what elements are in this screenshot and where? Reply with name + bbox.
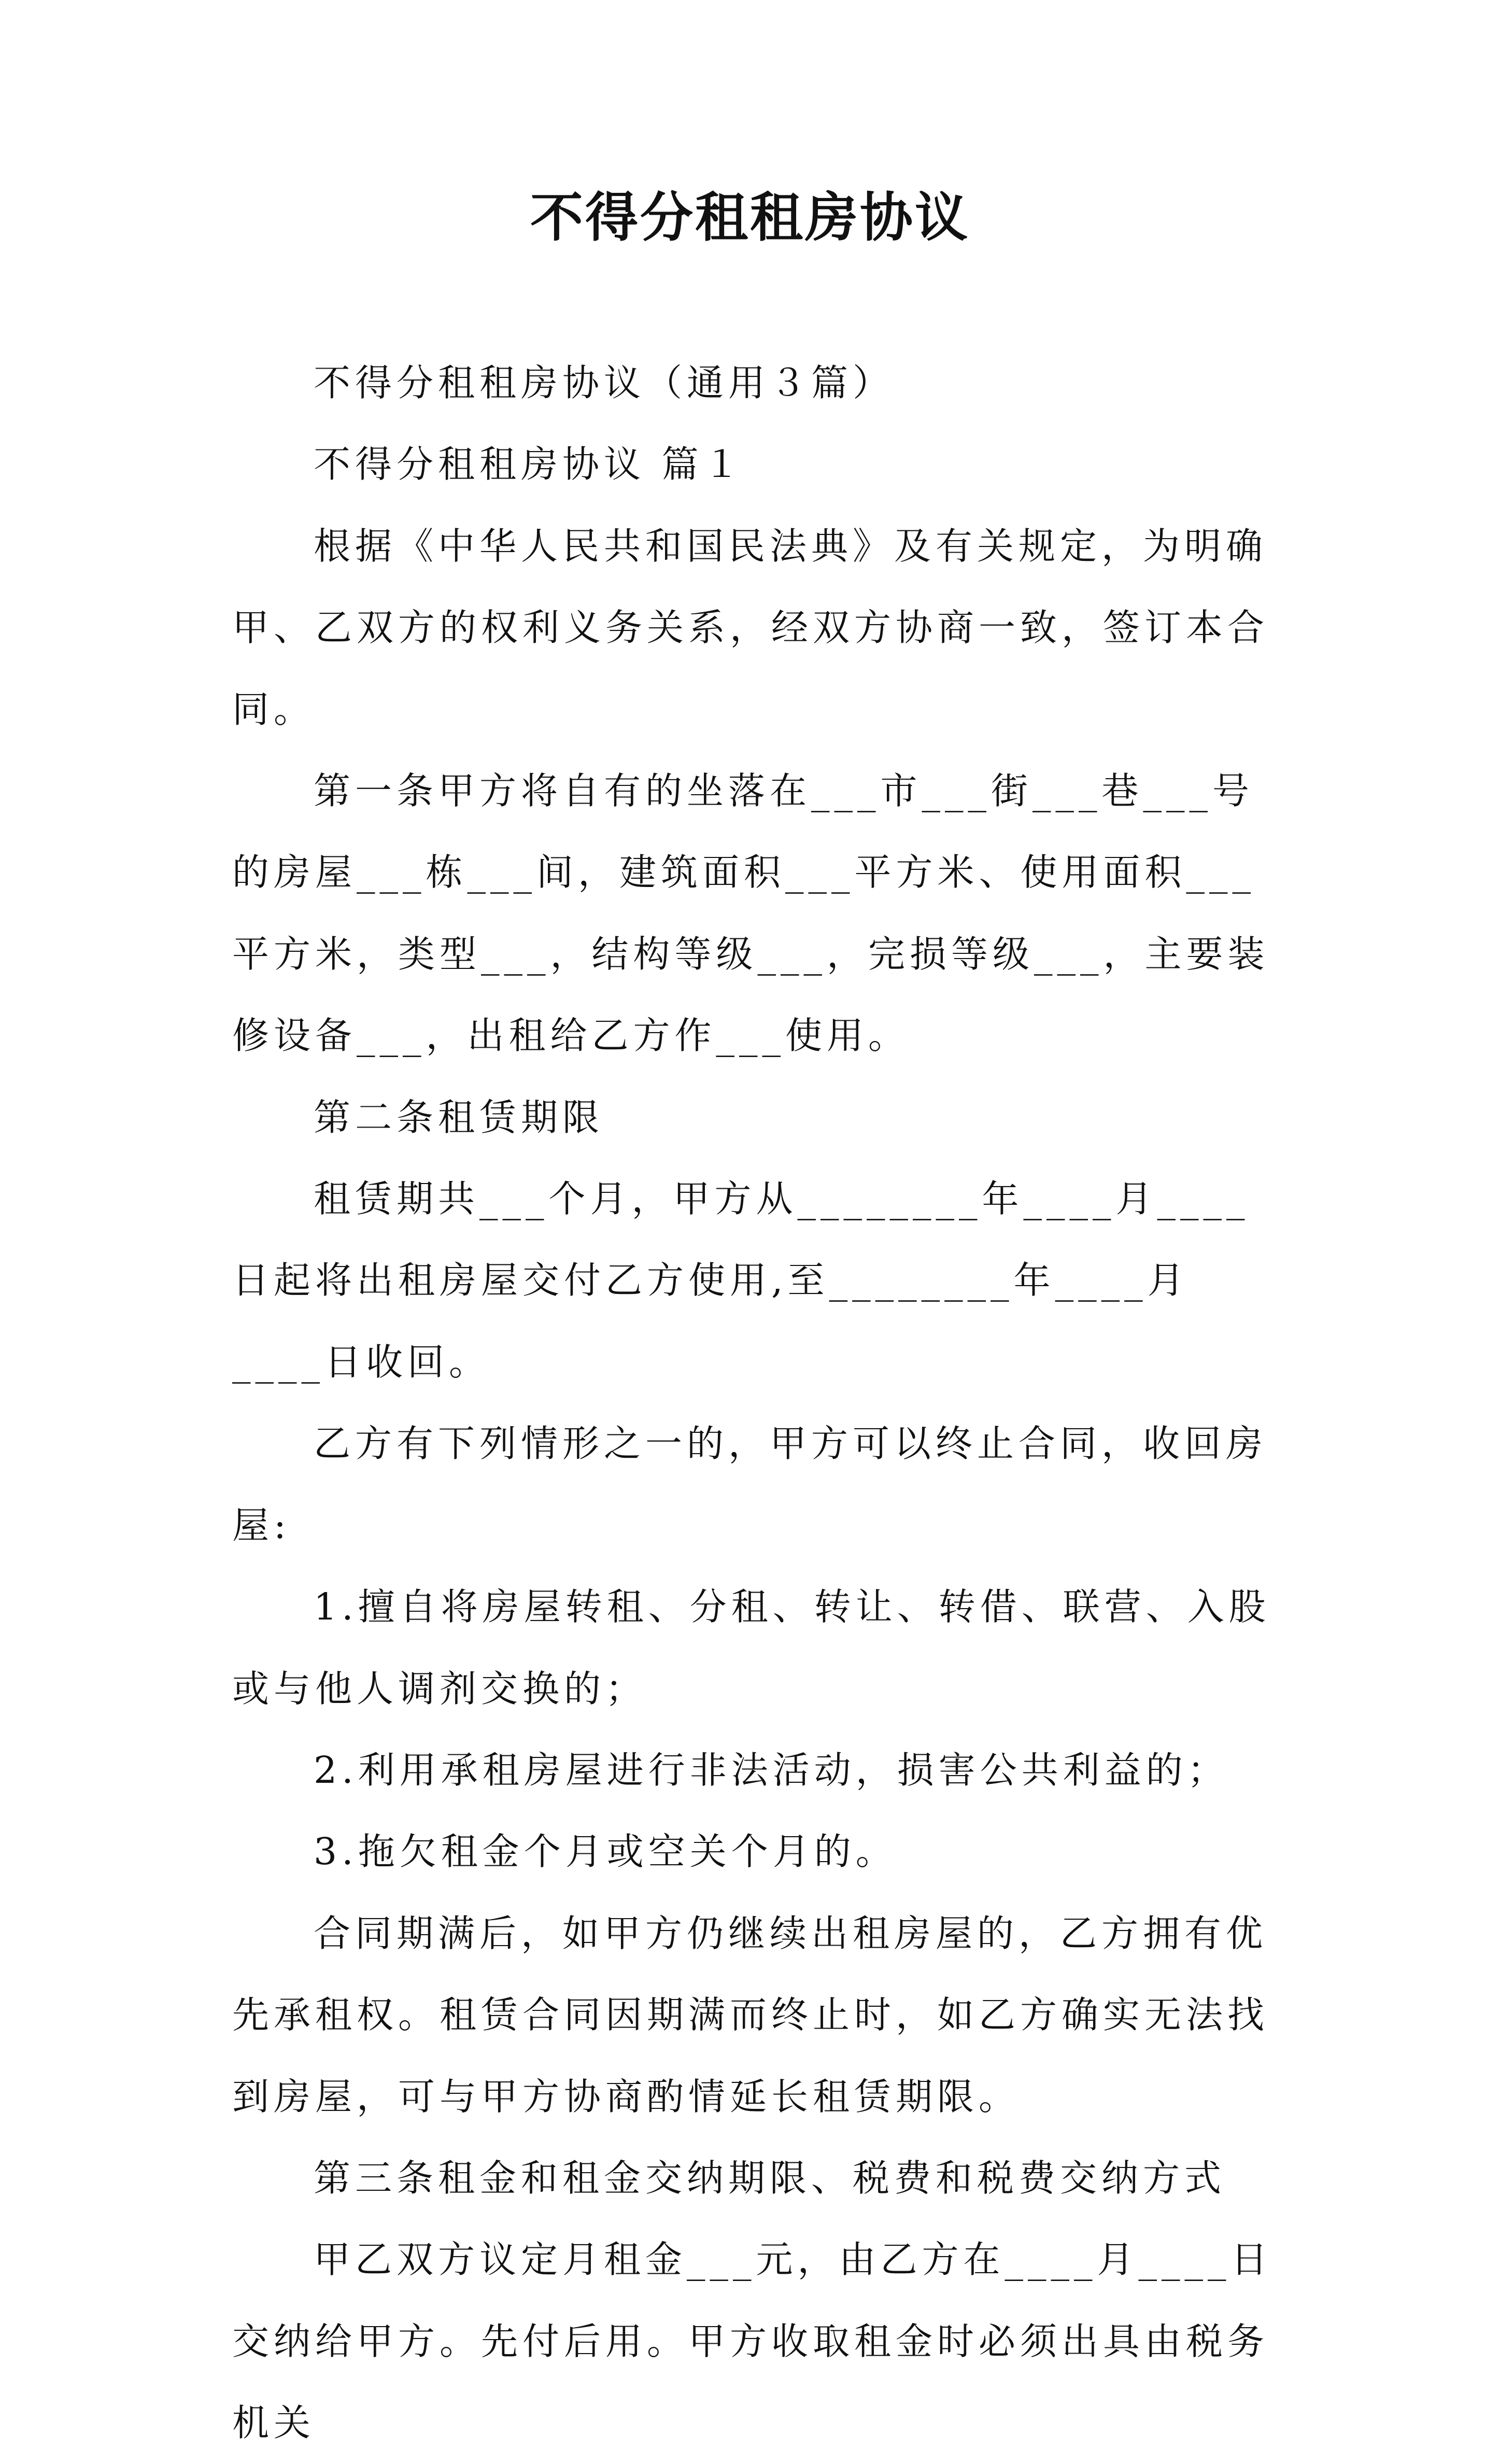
paragraph: 租赁期共___个月，甲方从________年____月____日起将出租房屋交付乙方使用,至________年____月____日收回。: [232, 1177, 1250, 1384]
document-title: 不得分租租房协议: [530, 187, 970, 249]
paragraph-subtitle: 不得分租租房协议（通用３篇）: [314, 361, 895, 404]
paragraph-list-item: 1.擅自将房屋转租、分租、转让、转借、联营、入股或与他人调剂交换的；: [232, 1585, 1270, 1710]
paragraph-article-heading: 第二条租赁期限: [314, 1095, 604, 1139]
paragraph-list-item: 3.拖欠租金个月或空关个月的。: [314, 1830, 897, 1874]
document-body: [232, 342, 1279, 2464]
paragraph: 根据《中华人民共和国民法典》及有关规定，为明确甲、乙双方的权利义务关系，经双方协商一致，签订本合同。: [232, 524, 1269, 731]
paragraph: 合同期满后，如甲方仍继续出租房屋的，乙方拥有优先承租权。租赁合同因期满而终止时，如乙方确实无法找到房屋，可与甲方协商酌情延长租赁期限。: [232, 1911, 1269, 2118]
paragraph: 乙方有下列情形之一的，甲方可以终止合同，收回房屋:: [232, 1422, 1268, 1547]
paragraph-article-heading: 第三条租金和租金交纳期限、税费和税费交纳方式: [314, 2156, 1226, 2200]
paragraph: 甲乙双方议定月租金___元，由乙方在____月____日交纳给甲方。先付后用。甲方收取租金时必须出具由税务机关: [232, 2238, 1272, 2445]
paragraph-list-item: 2.利用承租房屋进行非法活动，损害公共利益的；: [314, 1748, 1229, 1792]
paragraph: 第一条甲方将自有的坐落在___市___街___巷___号的房屋___栋___间，建筑面积___平方米、使用面积___平方米，类型___，结构等级___，完损等级___，主要装修设备___，出租给乙方作___使用。: [232, 769, 1269, 1058]
paragraph-section-heading: 不得分租租房协议 篇１: [314, 443, 745, 486]
